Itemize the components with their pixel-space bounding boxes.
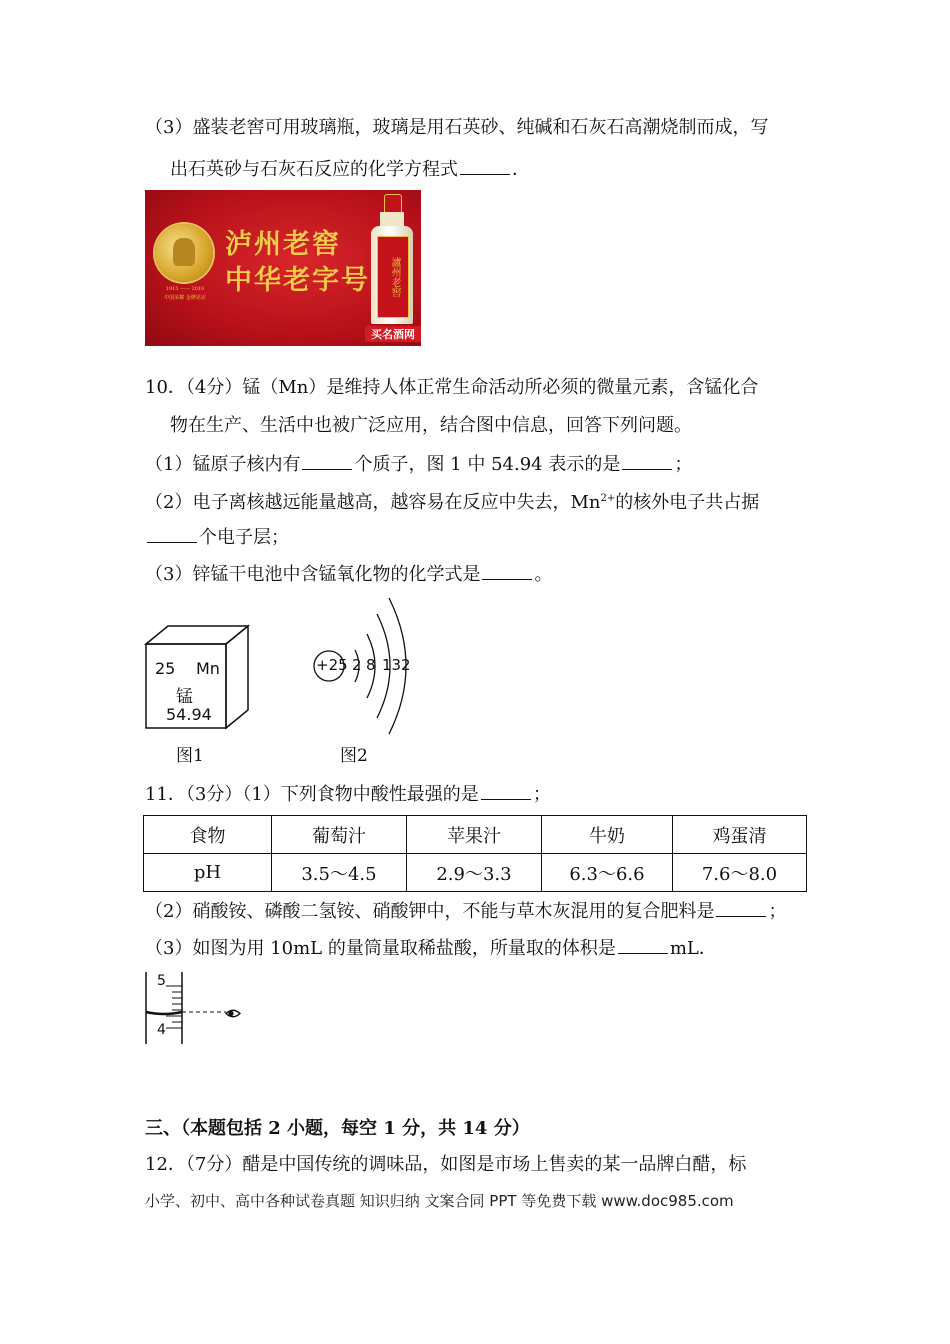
- q11-part3: [145, 935, 717, 961]
- table-cell: 6.3～6.6: [542, 854, 673, 892]
- table-header-cell: 食物: [144, 816, 272, 854]
- shell-4-electrons: 2: [401, 656, 411, 674]
- q10-line2: 物在生产、生活中也被广泛应用，结合图中信息，回答下列问题。: [170, 415, 692, 436]
- shell-3-electrons: 13: [382, 656, 402, 674]
- eye-icon: [225, 1005, 241, 1018]
- atomic-mass: 54.94: [166, 705, 212, 724]
- q10-line1: 10．（4分）锰（Mn）是维持人体正常生命活动所必须的微量元素，含锰化合: [145, 377, 759, 398]
- q12-line1: 12．（7分）醋是中国传统的调味品，如图是市场上售卖的某一品牌白醋，标: [145, 1154, 747, 1175]
- table-row: [144, 854, 807, 892]
- medal-subcaption: 中国荣耀 金牌见证: [164, 295, 206, 301]
- q9-part3-line2: [170, 156, 530, 182]
- banner-title-line2: 中华老字号: [225, 265, 370, 296]
- table-header-cell: 鸡蛋清: [673, 816, 807, 854]
- q11-part2-text: （2）硝酸铵、磷酸二氢铵、硝酸钾中，不能与草木灰混用的复合肥料是: [145, 901, 715, 922]
- answer-blank[interactable]: [482, 561, 532, 580]
- page-footer: 小学、初中、高中各种试卷真题 知识归纳 文案合同 PPT 等免费下载 www.doc985.com: [145, 1192, 734, 1210]
- liquor-bottle-icon: [367, 194, 417, 340]
- medal-caption: 1915 —— 2010: [165, 286, 205, 292]
- answer-blank[interactable]: [716, 898, 766, 917]
- q10-part2-line2: [145, 524, 289, 550]
- q11-part1: [145, 781, 551, 807]
- answer-blank[interactable]: [147, 524, 197, 543]
- figure1-caption: 图1: [176, 746, 204, 766]
- gold-medal-icon: [155, 224, 213, 282]
- q10-part1-mid: 个质子，图 1 中 54.94 表示的是: [354, 454, 621, 475]
- figure2-caption: 图2: [340, 746, 368, 766]
- q10-part3-text: （3）锌锰干电池中含锰氧化物的化学式是: [145, 564, 481, 585]
- ph-table: [143, 815, 807, 892]
- cylinder-mark-4: 4: [157, 1022, 166, 1038]
- q10-part2-text: （2）电子离核越远能量越高，越容易在反应中失去，Mn: [145, 492, 601, 513]
- q10-part2-end: 个电子层；: [199, 527, 289, 548]
- q9-part3-line1: （3）盛装老窖可用玻璃瓶，玻璃是用石英砂、纯碱和石灰石高潮烧制而成，写: [145, 117, 769, 138]
- q11-part2: [145, 898, 786, 924]
- answer-blank[interactable]: [481, 781, 531, 800]
- table-header-cell: 牛奶: [542, 816, 673, 854]
- table-header-row: [144, 816, 807, 854]
- table-cell: 7.6～8.0: [673, 854, 807, 892]
- table-header-cell: 葡萄汁: [272, 816, 407, 854]
- q10-part1-text: （1）锰原子核内有: [145, 454, 301, 475]
- answer-blank[interactable]: [622, 451, 672, 470]
- section-heading: 三、（本题包括 2 小题，每空 1 分，共 14 分）: [145, 1118, 530, 1139]
- cylinder-mark-5: 5: [157, 973, 166, 989]
- q10-part2-tail: 的核外电子共占据: [615, 492, 760, 513]
- nucleus-charge: +25: [316, 656, 348, 674]
- luzhou-laojiao-banner: [145, 190, 421, 346]
- table-header-cell: 苹果汁: [407, 816, 542, 854]
- q10-part1-end: ；: [674, 454, 693, 475]
- shell-1-electrons: 2: [352, 656, 362, 674]
- shell-2-electrons: 8: [366, 656, 376, 674]
- q11-part3-end: mL．: [669, 938, 717, 959]
- q11-part1-text: 11．（3分）（1）下列食物中酸性最强的是: [145, 784, 479, 805]
- answer-blank[interactable]: [460, 156, 510, 175]
- watermark-label: 买名酒网: [365, 326, 421, 342]
- q10-part3-end: 。: [534, 564, 553, 585]
- bottle-label: 瀘州老窖: [377, 236, 409, 318]
- q9-part3-end: ．: [512, 159, 530, 180]
- element-name: 锰: [176, 687, 193, 707]
- answer-blank[interactable]: [618, 935, 668, 954]
- element-symbol: Mn: [196, 659, 220, 678]
- q10-part3: [145, 561, 552, 587]
- q10-part2: [145, 487, 759, 515]
- q10-part1: [145, 451, 692, 477]
- q11-part3-text: （3）如图为用 10mL 的量筒量取稀盐酸，所量取的体积是: [145, 938, 616, 959]
- ion-charge: 2+: [600, 493, 616, 504]
- table-cell: pH: [144, 854, 272, 892]
- table-cell: 2.9～3.3: [407, 854, 542, 892]
- answer-blank[interactable]: [302, 451, 352, 470]
- atomic-number: 25: [155, 659, 176, 678]
- banner-title-line1: 泸州老窖: [225, 229, 341, 260]
- q11-part2-end: ；: [768, 901, 787, 922]
- table-cell: 3.5～4.5: [272, 854, 407, 892]
- q11-part1-end: ；: [532, 784, 551, 805]
- q9-part3-text: 出石英砂与石灰石反应的化学方程式: [170, 159, 458, 180]
